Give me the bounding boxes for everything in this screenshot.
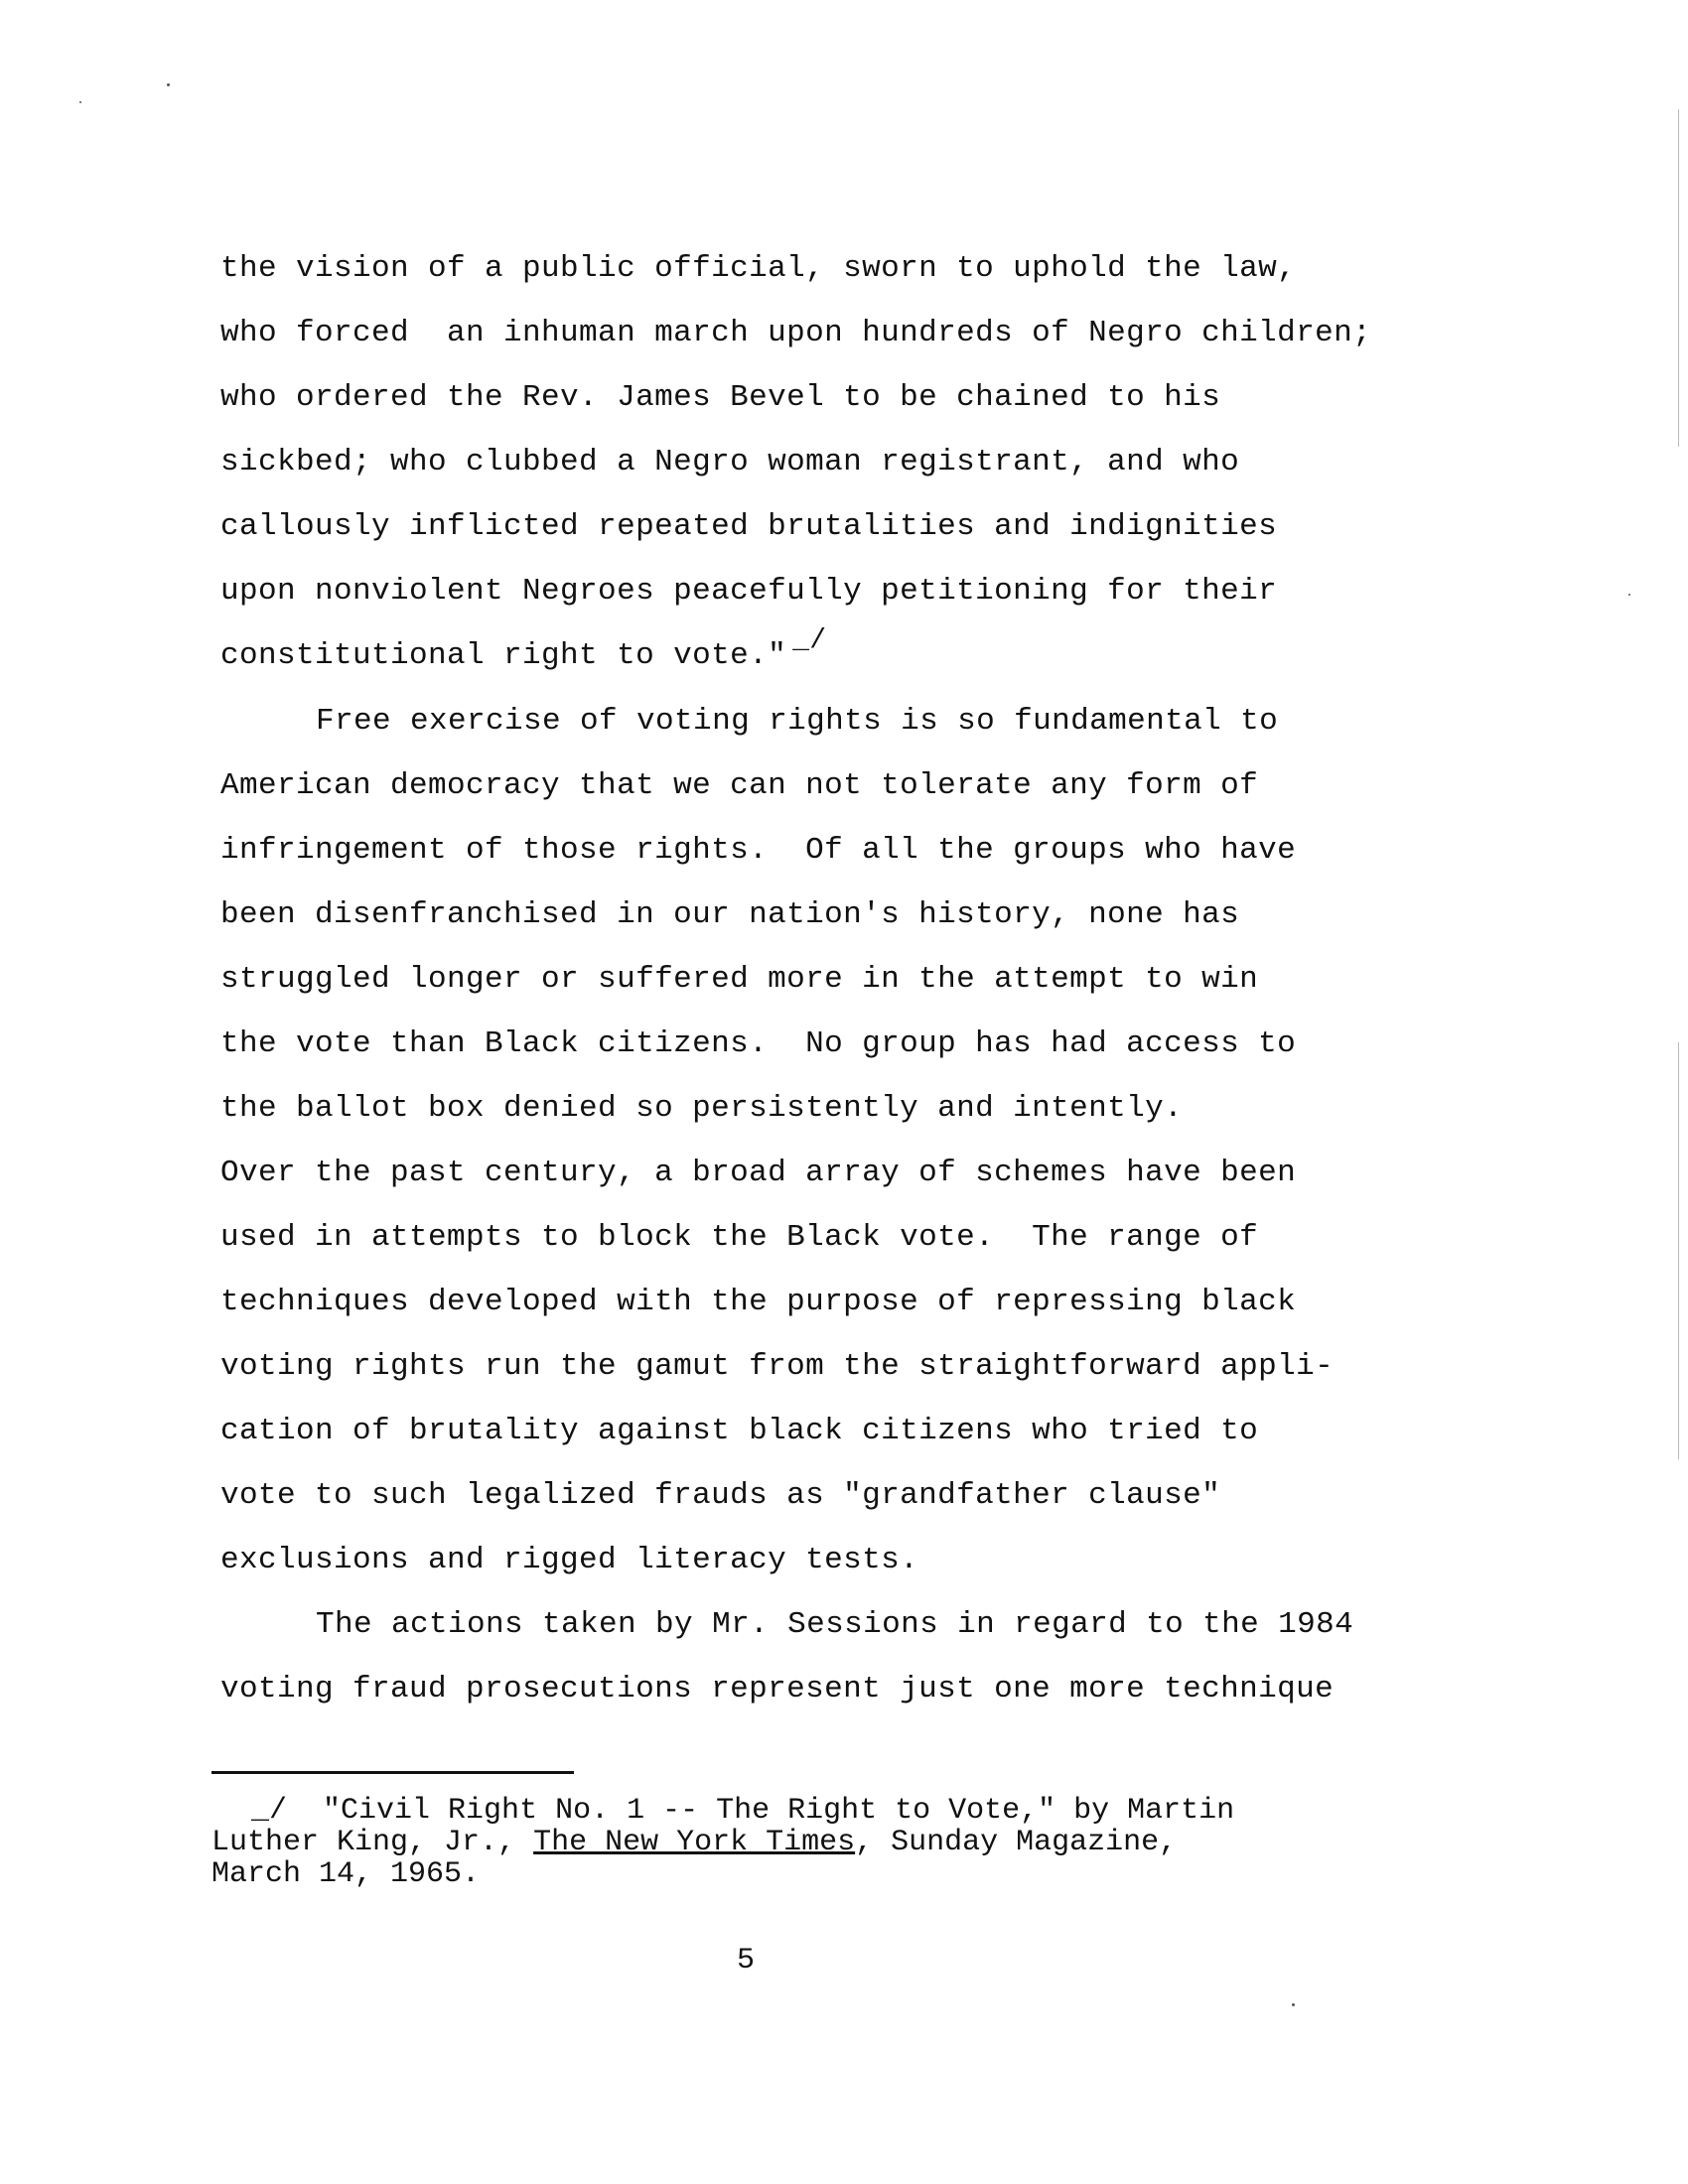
text-line: techniques developed with the purpose of repressing black <box>220 1285 1297 1319</box>
text-line: used in attempts to block the Black vote. The range of <box>220 1220 1259 1255</box>
paragraph-2 <box>220 689 1362 1592</box>
scan-edge-mark <box>1678 1042 1679 1459</box>
text-line: been disenfranchised in our nation's history, none has <box>220 897 1240 932</box>
paragraph-1 <box>220 236 1372 689</box>
scan-speck <box>79 101 81 103</box>
text-line: sickbed; who clubbed a Negro woman registrant, and who <box>220 445 1240 479</box>
footnote-reference: _/ <box>792 625 827 656</box>
text-line: constitutional right to vote." <box>220 638 787 673</box>
text-line: struggled longer or suffered more in the attempt to win <box>220 962 1259 997</box>
footnote-marker: _/ <box>251 1794 288 1828</box>
text-line: The actions taken by Mr. Sessions in regard to the 1984 <box>316 1607 1354 1642</box>
footnote-author: Luther King, Jr., <box>211 1826 534 1859</box>
footnote-line <box>211 1827 1353 1858</box>
scan-edge-mark <box>1678 109 1679 447</box>
scan-speck <box>167 83 170 86</box>
text-line: upon nonviolent Negroes peacefully petitioning for their <box>220 574 1278 609</box>
footnote-line <box>211 1795 1353 1827</box>
page-number: 5 <box>737 1944 756 1978</box>
text-line: voting fraud prosecutions represent just one more technique <box>220 1672 1335 1706</box>
paragraph-3 <box>220 1592 1362 1721</box>
text-line: who ordered the Rev. James Bevel to be chained to his <box>220 380 1221 415</box>
text-line-with-footnote <box>220 623 1362 689</box>
text-line: Free exercise of voting rights is so fundamental to <box>316 704 1279 739</box>
text-line: the ballot box denied so persistently and intently. <box>220 1091 1184 1126</box>
scan-speck <box>1292 2003 1295 2006</box>
footnote-publication-title: The New York Times <box>533 1826 856 1859</box>
text-line: infringement of those rights. Of all the groups who have <box>220 833 1297 868</box>
text-line: Over the past century, a broad array of schemes have been <box>220 1156 1297 1190</box>
text-line: who forced an inhuman march upon hundreds of Negro children; <box>220 316 1372 350</box>
scan-speck <box>1628 594 1630 596</box>
text-line: the vote than Black citizens. No group has had access to <box>220 1026 1297 1061</box>
text-line: callously inflicted repeated brutalities and indignities <box>220 509 1278 544</box>
text-line: exclusions and rigged literacy tests. <box>220 1543 919 1577</box>
footnote-section: , Sunday Magazine, <box>855 1826 1178 1859</box>
footnote <box>211 1795 1353 1890</box>
text-line: voting rights run the gamut from the straightforward appli- <box>220 1349 1335 1384</box>
text-line: cation of brutality against black citizens who tried to <box>220 1414 1259 1448</box>
footnote-citation: "Civil Right No. 1 -- The Right to Vote," by Martin <box>323 1794 1235 1828</box>
footnote-date: March 14, 1965. <box>211 1857 481 1891</box>
text-line: vote to such legalized frauds as "grandfather clause" <box>220 1478 1221 1513</box>
footnote-separator <box>211 1771 574 1774</box>
text-line: the vision of a public official, sworn to uphold the law, <box>220 251 1297 286</box>
text-line: American democracy that we can not tolerate any form of <box>220 768 1259 803</box>
body-text <box>220 236 1372 1721</box>
